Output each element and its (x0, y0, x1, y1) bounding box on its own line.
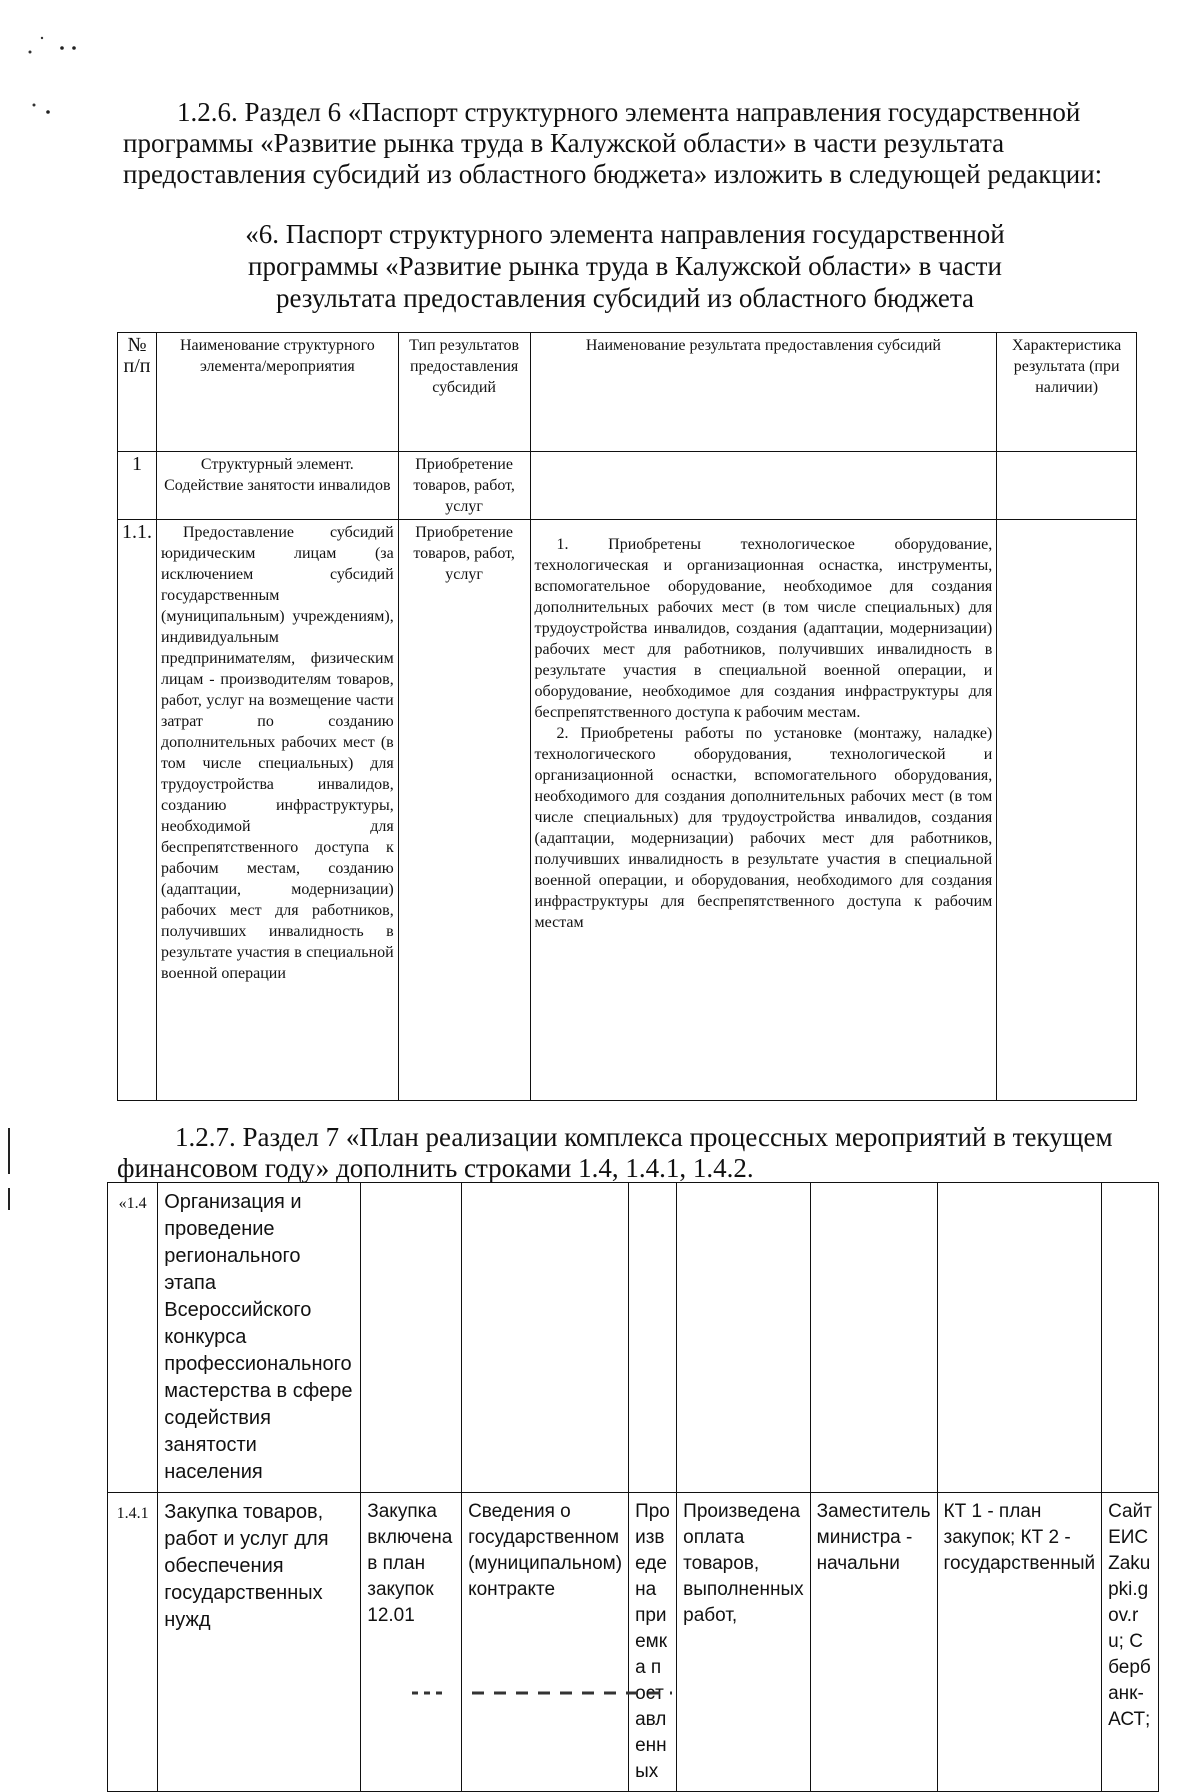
table-cell: Заместитель министра - начальни (810, 1493, 937, 1792)
row-name-text: Предоставление субсидий юридическим лицам (за исключением субсидий государственным (муниципальным) учреждениям), индивидуальным предпринимателям, физическим лицам - производителям товаров, работ, услуг на возмещение части затрат по созданию дополнительных рабочих мест (в том числе специальных) для трудоустройства инвалидов, созданию инфраструктуры, необходимой для беспрепятственного доступа к рабочим местам, созданию (адаптации, модернизации) рабочих мест для работников, получивших инвалидность в результате участия в специальной военной операции (161, 524, 394, 982)
table-header-row (118, 333, 1137, 452)
row-characteristic (997, 520, 1137, 1101)
row-type: Приобретение товаров, работ, услуг (398, 520, 530, 1101)
table-row (118, 452, 1137, 520)
table-cell (677, 1183, 810, 1493)
row-result (530, 452, 997, 520)
passport-table (117, 332, 1137, 1101)
table-cell (937, 1183, 1102, 1493)
row-num: 1 (118, 452, 157, 520)
passport-heading-line: программы «Развитие рынка труда в Калужской области» в части (248, 251, 1002, 281)
row-result (530, 520, 997, 1101)
row-characteristic (997, 452, 1137, 520)
table-row (108, 1183, 1159, 1493)
header-name: Наименование структурного элемента/мероприятия (157, 333, 399, 452)
margin-mark (8, 1128, 10, 1174)
passport-heading (230, 218, 1020, 314)
table-cell (361, 1183, 462, 1493)
table-cell: Произведена оплата товаров, выполненных работ, (677, 1493, 810, 1792)
scan-specks (0, 0, 80, 120)
section-1-2-7-line: 1.2.7. Раздел 7 «План реализации комплекса процессных мероприятий в текущем (175, 1122, 1113, 1152)
header-type: Тип результатов предоставления субсидий (398, 333, 530, 452)
row-name (157, 520, 399, 1101)
table-row (118, 520, 1137, 1101)
table-cell: Закупка включена в план закупок 12.01 (361, 1493, 462, 1792)
table-cell: КТ 1 - план закупок; КТ 2 - государственный (937, 1493, 1102, 1792)
header-result: Наименование результата предоставления субсидий (530, 333, 997, 452)
table-cell (810, 1183, 937, 1493)
row-num: «1.4 (108, 1183, 158, 1493)
table-cell: Сведения о государственном (муниципальном) контракте (462, 1493, 629, 1792)
table-cell (629, 1183, 677, 1493)
table-row (108, 1493, 1159, 1792)
section-1-2-6 (123, 97, 1133, 190)
table-cell (462, 1183, 629, 1493)
row-type: Приобретение товаров, работ, услуг (398, 452, 530, 520)
passport-heading-line: результата предоставления субсидий из областного бюджета (275, 283, 975, 313)
header-characteristic: Характеристика результата (при наличии) (997, 333, 1137, 452)
row-num: 1.1. (118, 520, 157, 1101)
section-1-2-6-line: 1.2.6. Раздел 6 «Паспорт структурного элемента направления государственной (177, 97, 1081, 127)
plan-table (107, 1182, 1159, 1792)
section-1-2-7-line: финансовом году» дополнить строками 1.4, 1.4.1, 1.4.2. (117, 1153, 754, 1183)
table-cell: Сайт ЕИС Zakupki.gov.ru; Сбербанк-АСТ; (1102, 1493, 1159, 1792)
row-name: Структурный элемент. Содействие занятости инвалидов (157, 452, 399, 520)
table-cell (1102, 1183, 1159, 1493)
row-num: 1.4.1 (108, 1493, 158, 1792)
section-1-2-6-line: программы «Развитие рынка труда в Калужской области» в части результата (123, 128, 1005, 158)
row-name: Организация и проведение регионального этапа Всероссийского конкурса профессионального мастерства в сфере содействия занятости населения (158, 1183, 361, 1493)
header-num: № п/п (118, 333, 157, 452)
scan-artifact (412, 1688, 692, 1698)
result-paragraph: 2. Приобретены работы по установке (монтажу, наладке) технологического оборудования, технологической и организационной оснастки, вспомогательного оборудования, необходимого для создания дополнительных рабочих мест (в том числе специальных) для трудоустройства инвалидов, создания (адаптации, модернизации) рабочих мест для работников, получивших инвалидность в результате участия в специальной военной операции, и оборудования, необходимого для создания инфраструктуры для беспрепятственного доступа к рабочим местам (534, 725, 993, 931)
margin-mark (8, 1188, 10, 1210)
result-paragraph: 1. Приобретены технологическое оборудование, технологическая и организационная оснастка, инструменты, вспомогательное оборудование, необходимое для создания дополнительных рабочих мест (в том числе специальных) для трудоустройства инвалидов, создания (адаптации, модернизации) рабочих мест для работников, получивших инвалидность в результате участия в специальной военной операции, и оборудование, необходимое для создания инфраструктуры для беспрепятственного доступа к рабочим местам. (534, 536, 993, 721)
section-1-2-7 (117, 1122, 1133, 1184)
passport-heading-line: «6. Паспорт структурного элемента направления государственной (245, 219, 1005, 249)
section-1-2-6-line: предоставления субсидий из областного бюджета» изложить в следующей редакции: (123, 159, 1103, 189)
row-name: Закупка товаров, работ и услуг для обеспечения государственных нужд (158, 1493, 361, 1792)
table-cell: Произведена приемка поставленных (629, 1493, 677, 1792)
